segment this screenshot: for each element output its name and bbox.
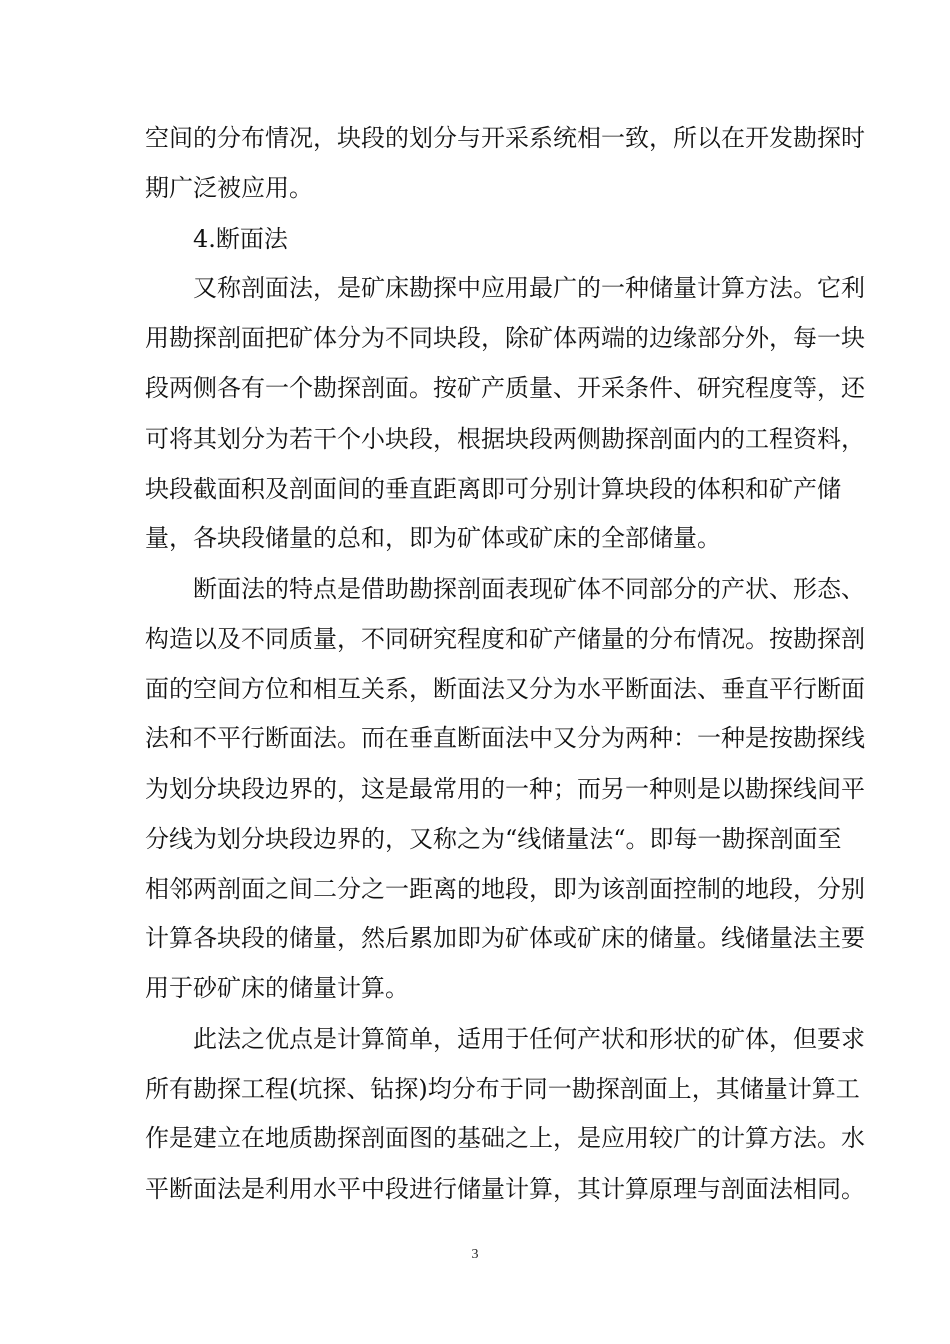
text-line: 分线为划分块段边界的，又称之为“线储量法“。即每一勘探剖面至 (145, 825, 842, 853)
text-line: 断面法的特点是借助勘探剖面表现矿体不同部分的产状、形态、 (193, 575, 865, 603)
text-line: 量，各块段储量的总和，即为矿体或矿床的全部储量。 (145, 524, 721, 552)
text-line: 段两侧各有一个勘探剖面。按矿产质量、开采条件、研究程度等，还 (145, 374, 865, 402)
text-line: 此法之优点是计算简单，适用于任何产状和形状的矿体，但要求 (193, 1025, 865, 1053)
text-line: 块段截面积及剖面间的垂直距离即可分别计算块段的体积和矿产储 (145, 475, 841, 503)
text-line: 为划分块段边界的，这是最常用的一种；而另一种则是以勘探线间平 (145, 775, 865, 803)
text-line: 可将其划分为若干个小块段，根据块段两侧勘探剖面内的工程资料， (145, 425, 865, 453)
text-line: 法和不平行断面法。而在垂直断面法中又分为两种：一种是按勘探线 (145, 724, 865, 752)
page-number: 3 (471, 1247, 479, 1262)
text-line: 面的空间方位和相互关系，断面法又分为水平断面法、垂直平行断面 (145, 675, 865, 703)
text-line: 计算各块段的储量，然后累加即为矿体或矿床的储量。线储量法主要 (145, 924, 865, 952)
text-line: 期广泛被应用。 (145, 174, 313, 202)
text-line: 平断面法是利用水平中段进行储量计算，其计算原理与剖面法相同。 (145, 1175, 865, 1203)
text-line: 构造以及不同质量，不同研究程度和矿产储量的分布情况。按勘探剖 (145, 625, 865, 653)
text-line: 用勘探剖面把矿体分为不同块段，除矿体两端的边缘部分外，每一块 (145, 324, 865, 352)
text-line: 空间的分布情况，块段的划分与开采系统相一致，所以在开发勘探时 (145, 124, 865, 152)
text-line: 相邻两剖面之间二分之一距离的地段，即为该剖面控制的地段，分别 (145, 875, 865, 903)
text-line: 所有勘探工程(坑探、钻探)均分布于同一勘探剖面上，其储量计算工 (145, 1075, 860, 1103)
text-line: 又称剖面法，是矿床勘探中应用最广的一种储量计算方法。它利 (193, 274, 865, 302)
text-line: 用于砂矿床的储量计算。 (145, 974, 409, 1002)
section-heading: 4.断面法 (193, 225, 288, 253)
text-line: 作是建立在地质勘探剖面图的基础之上，是应用较广的计算方法。水 (145, 1124, 865, 1152)
